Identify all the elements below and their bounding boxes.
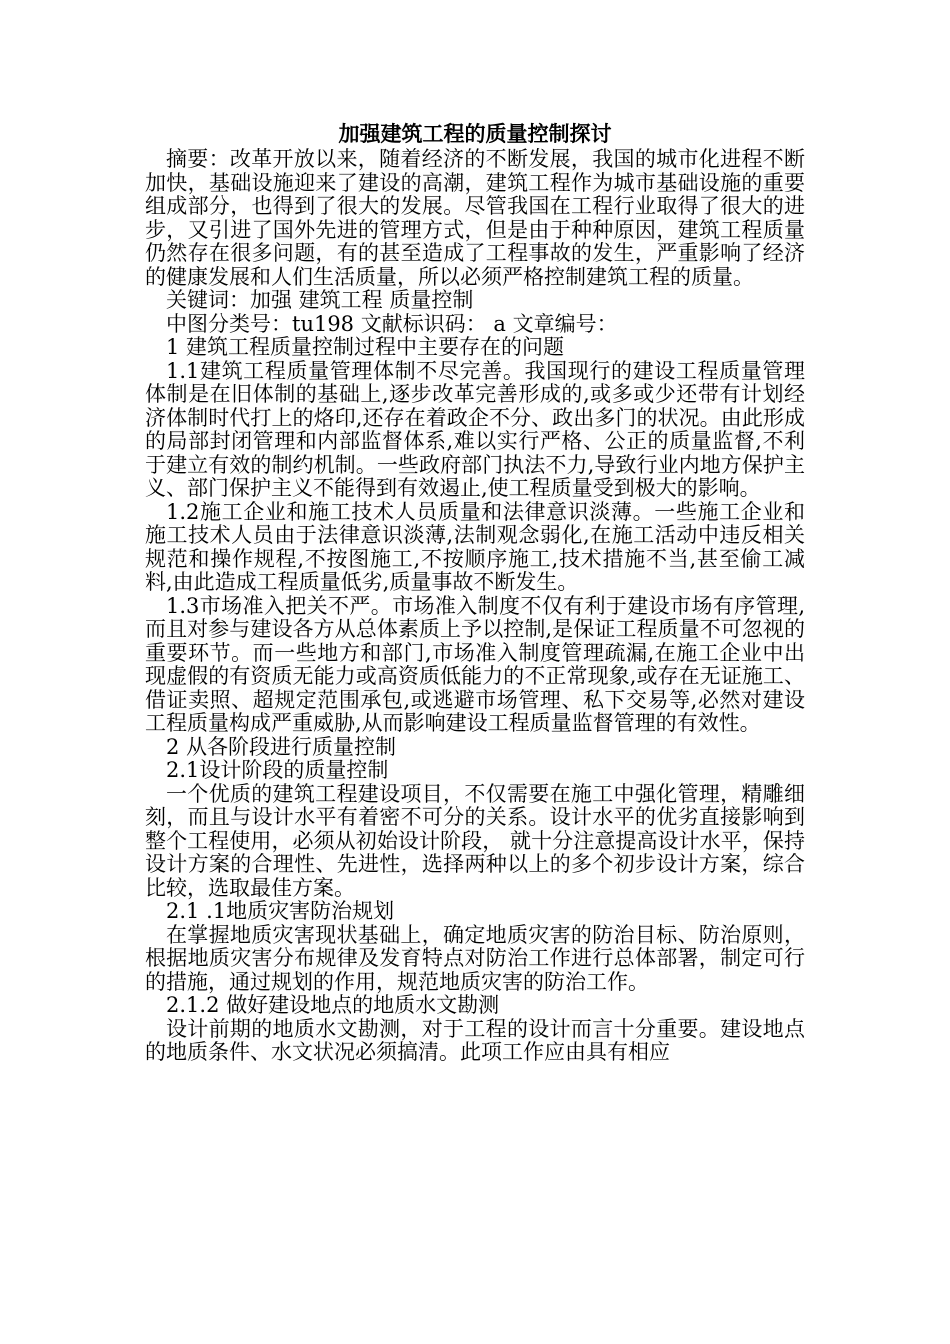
- section-2-1-1-heading: 2.1 .1地质灾害防治规划: [166, 899, 395, 923]
- section-2-1-paragraph: 一个优质的建筑工程建设项目，不仅需要在施工中强化管理，精雕细刻，而且与设计水平有着密不可分的关系。设计水平的优劣直接影响到整个工程使用，必须从初始设计阶段， 就十分注意提高设计水平，保持设计方案的合理性、先进性，选择两种以上的多个初步设计方案，综合比较，选取最佳方案。: [145, 781, 805, 900]
- document-title: 加强建筑工程的质量控制探讨: [338, 122, 612, 146]
- section-2-1-2-paragraph: 设计前期的地质水文勘测，对于工程的设计而言十分重要。建设地点的地质条件、水文状况必须搞清。此项工作应由具有相应: [145, 1016, 805, 1064]
- section-2-heading: 2 从各阶段进行质量控制: [166, 734, 397, 759]
- document-page: [145, 120, 805, 1065]
- section-2-1-2-heading: 2.1.2 做好建设地点的地质水文勘测: [166, 993, 500, 1017]
- section-2-1-heading: 2.1设计阶段的质量控制: [166, 758, 389, 782]
- section-2-1-1-paragraph: 在掌握地质灾害现状基础上，确定地质灾害的防治目标、防治原则，根据地质灾害分布规律及发育特点对防治工作进行总体部署，制定可行的措施，通过规划的作用，规范地质灾害的防治工作。: [145, 922, 805, 994]
- classification-line: 中图分类号：tu198 文献标识码： a 文章编号：: [166, 311, 618, 336]
- abstract-paragraph: 摘要：改革开放以来，随着经济的不断发展，我国的城市化进程不断加快，基础设施迎来了建设的高潮，建筑工程作为城市基础设施的重要组成部分，也得到了很大的发展。尽管我国在工程行业取得了很大的进步，又引进了国外先进的管理方式，但是由于种种原因，建筑工程质量仍然存在很多问题，有的甚至造成了工程事故的发生，严重影响了经济的健康发展和人们生活质量，所以必须严格控制建筑工程的质量。: [145, 147, 805, 289]
- section-1-1-paragraph: 1.1建筑工程质量管理体制不尽完善。我国现行的建设工程质量管理体制是在旧体制的基础上,逐步改革完善形成的,或多或少还带有计划经济体制时代打上的烙印,还存在着政企不分、政出多门的状况。由此形成的局部封闭管理和内部监督体系,难以实行严格、公正的质量监督,不利于建立有效的制约机制。一些政府部门执法不力,导致行业内地方保护主义、部门保护主义不能得到有效遏止,使工程质量受到极大的影响。: [145, 358, 805, 500]
- section-1-3-paragraph: 1.3市场准入把关不严。市场准入制度不仅有利于建设市场有序管理,而且对参与建设各方从总体素质上予以控制,是保证工程质量不可忽视的重要环节。而一些地方和部门,市场准入制度管理疏漏,在施工企业中出现虚假的有资质无能力或高资质低能力的不正常现象,或存在无证施工、借证卖照、超规定范围承包,或逃避市场管理、私下交易等,必然对建设工程质量构成严重威胁,从而影响建设工程质量监督管理的有效性。: [145, 593, 805, 735]
- section-1-heading: 1 建筑工程质量控制过程中主要存在的问题: [166, 335, 565, 359]
- section-1-2-paragraph: 1.2施工企业和施工技术人员质量和法律意识淡薄。一些施工企业和施工技术人员由于法律意识淡薄,法制观念弱化,在施工活动中违反相关规范和操作规程,不按图施工,不按顺序施工,技术措施不当,甚至偷工减料,由此造成工程质量低劣,质量事故不断发生。: [145, 499, 805, 594]
- keywords-line: 关键词：加强 建筑工程 质量控制: [166, 288, 474, 312]
